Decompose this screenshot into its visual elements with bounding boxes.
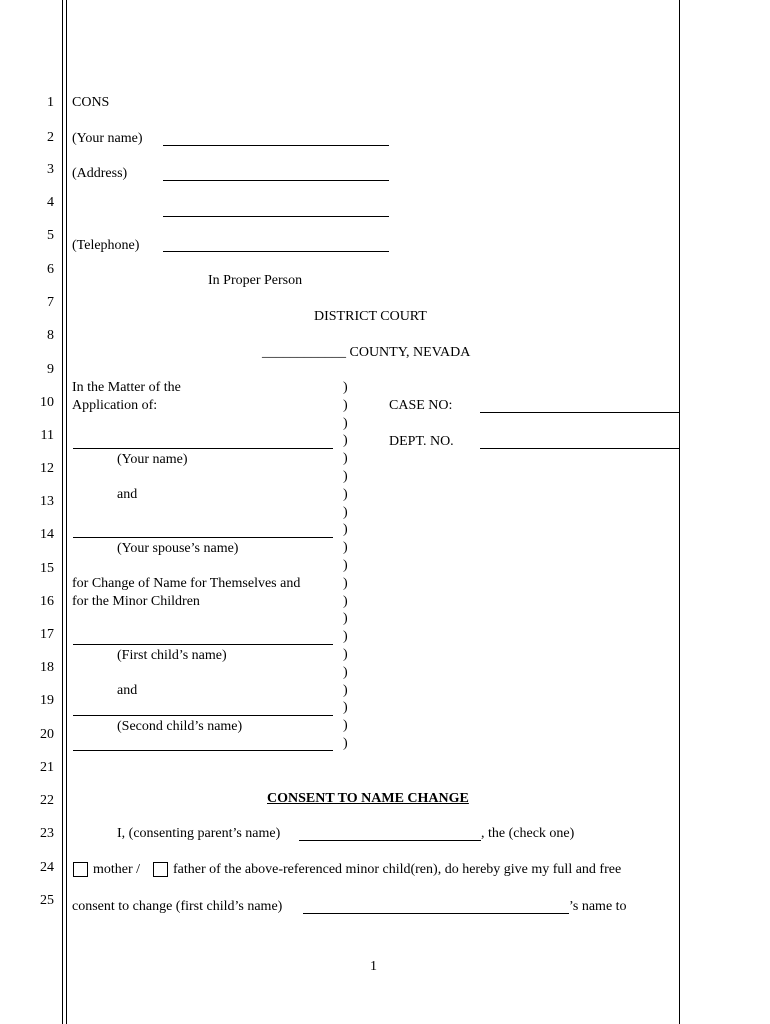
court-county: ____________ COUNTY, NEVADA (262, 345, 471, 360)
and-1: and (117, 487, 138, 502)
first-child-field[interactable] (73, 644, 333, 645)
line-number: 21 (40, 760, 54, 775)
extra-child-field[interactable] (73, 750, 333, 751)
your-name-caption: (Your name) (117, 452, 188, 467)
case-no-label: CASE NO: (389, 398, 453, 413)
line-number: 6 (47, 262, 54, 277)
line-number: 2 (47, 130, 54, 145)
second-child-field[interactable] (73, 715, 333, 716)
case-no-field[interactable] (480, 412, 679, 413)
line-number: 1 (47, 95, 54, 110)
caption-parenthesis: ) (343, 433, 348, 449)
father-checkbox[interactable] (153, 862, 168, 877)
caption-parenthesis: ) (343, 380, 348, 395)
left-margin-rule-outer (62, 0, 63, 1024)
line-number: 22 (40, 793, 54, 808)
line-number: 12 (40, 461, 54, 476)
page-number: 1 (370, 959, 377, 974)
dept-no-field[interactable] (480, 448, 679, 449)
court-name: DISTRICT COURT (314, 309, 427, 324)
second-child-caption: (Second child’s name) (117, 719, 243, 734)
line-25-text-b: ’s name to (569, 899, 627, 914)
document-title: CONSENT TO NAME CHANGE (267, 791, 469, 806)
line-number: 13 (40, 494, 54, 509)
caption-parenthesis-column (343, 379, 348, 753)
line-number: 9 (47, 362, 54, 377)
caption-parenthesis: ) (343, 540, 348, 556)
your-name-label: (Your name) (72, 131, 143, 146)
line-number: 14 (40, 527, 54, 542)
caption-parenthesis: ) (343, 646, 348, 662)
mother-label: mother / (93, 862, 141, 877)
address-field-1[interactable] (163, 180, 389, 181)
caption-parenthesis: ) (343, 468, 348, 484)
address-label: (Address) (72, 166, 128, 181)
mother-checkbox[interactable] (73, 862, 88, 877)
caption-parenthesis: ) (343, 593, 348, 609)
caption-parenthesis: ) (343, 486, 348, 502)
line-23-text-b: , the (check one) (481, 826, 575, 841)
document-code: CONS (72, 95, 110, 110)
caption-parenthesis: ) (343, 522, 348, 538)
caption-parenthesis: ) (343, 629, 348, 645)
caption-parenthesis: ) (343, 575, 348, 591)
line-number: 20 (40, 727, 54, 742)
caption-parenthesis: ) (343, 451, 348, 467)
in-proper-person: In Proper Person (208, 273, 303, 288)
line-number: 16 (40, 594, 54, 609)
line-number: 5 (47, 228, 54, 243)
change-line-1: for Change of Name for Themselves and (72, 576, 301, 591)
spouse-name-caption: (Your spouse’s name) (117, 541, 239, 556)
address-field-2[interactable] (163, 216, 389, 217)
matter-line-1: In the Matter of the (72, 380, 181, 395)
line-number: 25 (40, 893, 54, 908)
consenting-parent-field[interactable] (299, 840, 481, 841)
applicant-name-field[interactable] (73, 448, 333, 449)
line-24-text: father of the above-referenced minor child(ren), do hereby give my full and free (173, 862, 622, 877)
dept-no-label: DEPT. NO. (389, 434, 454, 449)
telephone-label: (Telephone) (72, 238, 140, 253)
caption-parenthesis: ) (343, 557, 348, 573)
caption-parenthesis: ) (343, 682, 348, 698)
line-number: 11 (40, 428, 54, 443)
left-margin-rule-inner (66, 0, 67, 1024)
line-25-text-a: consent to change (first child’s name) (72, 899, 283, 914)
your-name-field[interactable] (163, 145, 389, 146)
right-margin-rule (679, 0, 680, 1024)
caption-parenthesis: ) (343, 611, 348, 627)
caption-parenthesis: ) (343, 397, 348, 413)
caption-parenthesis: ) (343, 415, 348, 431)
change-line-2: for the Minor Children (72, 594, 200, 609)
line-number: 23 (40, 826, 54, 841)
first-child-name-field[interactable] (303, 913, 569, 914)
line-number: 7 (47, 295, 54, 310)
caption-parenthesis: ) (343, 700, 348, 716)
line-number: 19 (40, 693, 54, 708)
caption-parenthesis: ) (343, 504, 348, 520)
first-child-caption: (First child’s name) (117, 648, 227, 663)
telephone-field[interactable] (163, 251, 389, 252)
line-number: 3 (47, 162, 54, 177)
caption-parenthesis: ) (343, 718, 348, 734)
line-number: 24 (40, 860, 54, 875)
line-number: 8 (47, 328, 54, 343)
line-number: 10 (40, 395, 54, 410)
spouse-name-field[interactable] (73, 537, 333, 538)
caption-parenthesis: ) (343, 664, 348, 680)
matter-line-2: Application of: (72, 398, 158, 413)
line-number: 4 (47, 195, 54, 210)
line-number: 17 (40, 627, 54, 642)
line-23-text-a: I, (consenting parent’s name) (117, 826, 281, 841)
line-number: 15 (40, 561, 54, 576)
and-2: and (117, 683, 138, 698)
caption-parenthesis: ) (343, 735, 348, 751)
line-number: 18 (40, 660, 54, 675)
